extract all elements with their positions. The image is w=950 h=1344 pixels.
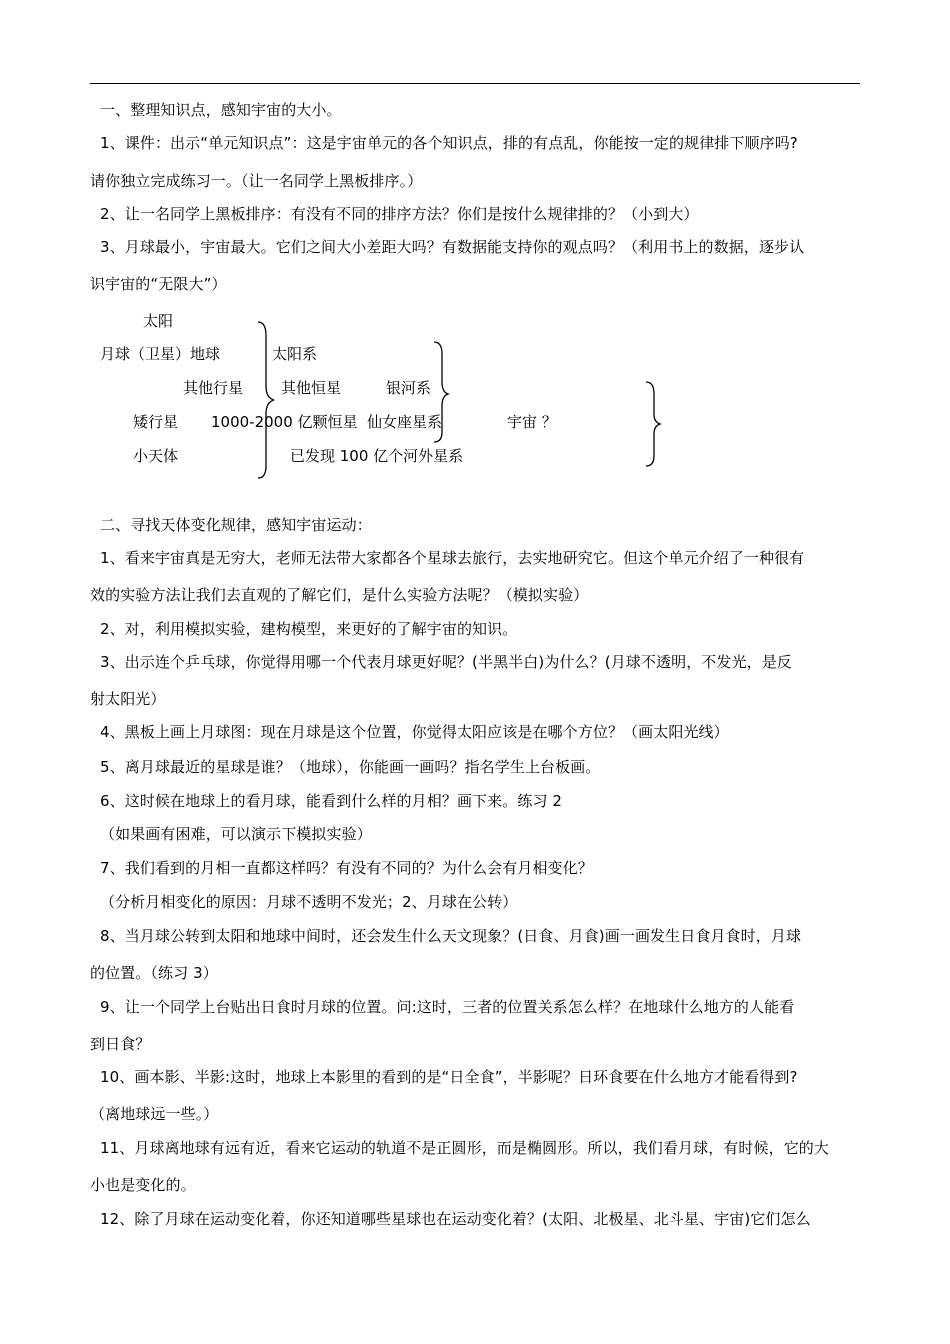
paragraph-line: 10、画本影、半影:这时，地球上本影里的看到的是“日全食”，半影呢？日环食要在什么地方才能看得到? (100, 1068, 798, 1086)
paragraph-line: 11、月球离地球有远有近，看来它运动的轨道不是正圆形，而是椭圆形。所以，我们看月球，有时候，它的大 (100, 1139, 829, 1157)
header-rule (90, 83, 860, 84)
paragraph-line: 识宇宙的“无限大”） (90, 275, 227, 293)
paragraph-line: 2、让一名同学上黑板排序：有没有不同的排序方法？你们是按什么规律排的？（小到大） (100, 205, 699, 223)
paragraph-line: 1、课件：出示“单元知识点”：这是宇宙单元的各个知识点，排的有点乱，你能按一定的规律排下顺序吗? (100, 134, 798, 152)
label-other-stars: 其他恒星 (281, 379, 342, 397)
paragraph-line: 12、除了月球在运动变化着，你还知道哪些星球也在运动变化着？(太阳、北极星、北斗星、宇宙)它们怎么 (100, 1210, 811, 1228)
label-andromeda: 仙女座星系 (367, 413, 443, 431)
paragraph-line: 4、黑板上画上月球图：现在月球是这个位置，你觉得太阳应该是在哪个方位？（画太阳光线） (100, 723, 729, 741)
paragraph-line: 5、离月球最近的星球是谁？（地球），你能画一画吗？指名学生上台板画。 (100, 758, 601, 776)
section-1-heading: 一、整理知识点，感知宇宙的大小。 (100, 101, 342, 119)
paragraph-line: 2、对，利用模拟实验，建构模型，来更好的了解宇宙的知识。 (100, 620, 518, 638)
section-2-heading: 二、寻找天体变化规律，感知宇宙运动： (100, 516, 372, 534)
label-moon-earth: 月球（卫星）地球 (100, 345, 221, 363)
paragraph-line: 射太阳光） (90, 690, 166, 708)
paragraph-line: 1、看来宇宙真是无穷大，老师无法带大家都各个星球去旅行，去实地研究它。但这个单元介绍了一种很有 (100, 549, 805, 567)
paragraph-line: （分析月相变化的原因：月球不透明不发光；2、月球在公转） (100, 893, 518, 911)
paragraph-line: 3、月球最小，宇宙最大。它们之间大小差距大吗？有数据能支持你的观点吗？（利用书上的数据，逐步认 (100, 238, 805, 256)
paragraph-line: 请你独立完成练习一。（让一名同学上黑板排序。） (90, 172, 423, 190)
label-sun: 太阳 (143, 312, 174, 330)
paragraph-line: 3、出示连个乒乓球，你觉得用哪一个代表月球更好呢？(半黑半白)为什么？(月球不透明，不发光，是反 (100, 653, 792, 671)
paragraph-line: 9、让一个同学上台贴出日食时月球的位置。问:这时，三者的位置关系怎么样？在地球什么地方的人能看 (100, 998, 795, 1016)
paragraph-line: 7、我们看到的月相一直都这样吗？有没有不同的？为什么会有月相变化？ (100, 859, 593, 877)
label-other-planets: 其他行星 (183, 379, 244, 397)
paragraph-line: 小也是变化的。 (90, 1176, 196, 1194)
label-universe: 宇宙 ？ (507, 413, 557, 431)
paragraph-line: 8、当月球公转到太阳和地球中间时，还会发生什么天文现象？(日食、月食)画一画发生日食月食时，月球 (100, 927, 802, 945)
brace-universe (646, 382, 660, 466)
paragraph-line: 6、这时候在地球上的看月球，能看到什么样的月相？画下来。练习 2 (100, 792, 563, 810)
paragraph-line: （离地球远一些。） (90, 1105, 219, 1123)
label-found-galaxies: 已发现 100 亿个河外星系 (290, 447, 464, 465)
paragraph-line: 到日食？ (90, 1035, 151, 1053)
paragraph-line: （如果画有困难，可以演示下模拟实验） (100, 825, 372, 843)
label-solar-system: 太阳系 (272, 345, 318, 363)
label-dwarf-planet: 矮行星 (133, 413, 179, 431)
paragraph-line: 的位置。（练习 3） (90, 964, 218, 982)
paragraph-line: 效的实验方法让我们去直观的了解它们，是什么实验方法呢？（模拟实验） (90, 586, 589, 604)
label-milky-way: 银河系 (386, 379, 432, 397)
label-small-bodies: 小天体 (133, 447, 179, 465)
label-star-count: 1000-2000 亿颗恒星 (211, 413, 358, 431)
